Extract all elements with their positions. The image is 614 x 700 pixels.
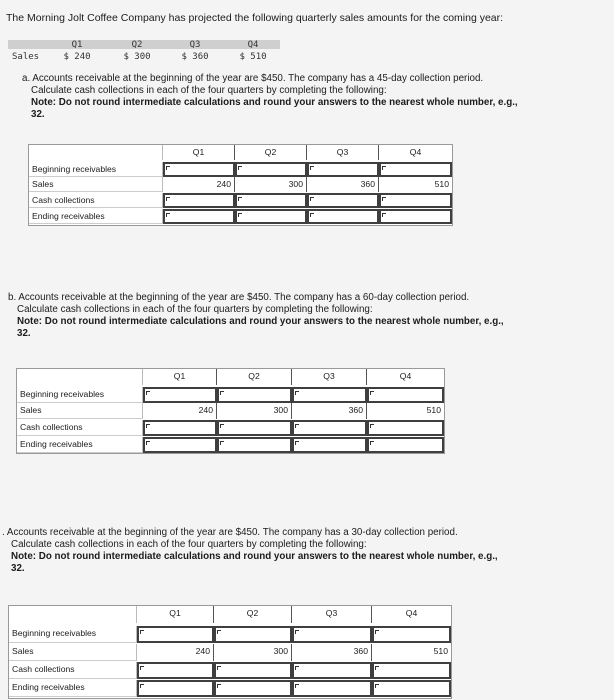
part-b-lead: b. Accounts receivable at the beginning of the year are $450. The company has a 60-day collection period.: [8, 292, 470, 303]
cell-corner-mark-icon: [220, 424, 224, 428]
part-b-line2: Calculate cash collections in each of the four quarters by completing the following:: [17, 304, 373, 315]
part-b-instructions: [8, 292, 504, 340]
part-c-table: [8, 605, 452, 699]
cell-corner-mark-icon: [310, 166, 314, 170]
table-row: [9, 644, 451, 661]
cell-corner-mark-icon: [310, 197, 314, 201]
beginning-receivables-q4-input[interactable]: [379, 162, 452, 177]
table-row: [9, 626, 451, 643]
part-a-lead: a. Accounts receivable at the beginning of the year are $450. The company has a 45-day collection period.: [22, 73, 484, 84]
cell-corner-mark-icon: [217, 666, 221, 670]
sales-q3-value: 360: [292, 403, 367, 419]
header-q1: Q1: [143, 369, 217, 385]
cell-corner-mark-icon: [166, 197, 170, 201]
cell-corner-mark-icon: [375, 630, 379, 634]
row-label-sales: Sales: [29, 177, 163, 192]
beginning-receivables-q4-input[interactable]: [367, 387, 444, 403]
row-label-cash-collections: Cash collections: [29, 193, 163, 208]
cell-corner-mark-icon: [295, 391, 299, 395]
sales-q2-value: 300: [214, 644, 292, 661]
part-a-note: Note: Do not round intermediate calculations and round your answers to the nearest whole number, e.g.,: [31, 97, 518, 108]
cash-collections-q3-input[interactable]: [307, 193, 379, 208]
part-a-line2: Calculate cash collections in each of the four quarters by completing the following:: [31, 85, 387, 96]
header-q4: Q4: [405, 608, 418, 618]
table-row: [9, 680, 451, 697]
cell-corner-mark-icon: [220, 441, 224, 445]
cell-corner-mark-icon: [295, 630, 299, 634]
cash-collections-q3-input[interactable]: [292, 662, 372, 679]
table-header-row: [17, 369, 444, 385]
ending-receivables-q1-input[interactable]: [163, 209, 235, 224]
header-q3: Q3: [292, 369, 367, 385]
cell-corner-mark-icon: [166, 213, 170, 217]
table-row: [29, 162, 452, 177]
cash-collections-q4-input[interactable]: [367, 420, 444, 436]
cell-corner-mark-icon: [370, 424, 374, 428]
row-label-sales: Sales: [9, 644, 137, 661]
header-q2: Q2: [217, 369, 292, 385]
table-header-row: [29, 145, 452, 160]
header-q1: Q1: [137, 606, 214, 623]
table-corner: [29, 145, 163, 160]
beginning-receivables-q4-input[interactable]: [372, 626, 451, 643]
cell-corner-mark-icon: [140, 630, 144, 634]
row-label-ending-receivables: Ending receivables: [29, 209, 163, 224]
strip-quarter-4: Q4: [247, 40, 259, 50]
ending-receivables-q4-input[interactable]: [379, 209, 452, 224]
table-corner: [17, 369, 143, 385]
sales-q4-value: 510: [434, 179, 449, 189]
cell-corner-mark-icon: [382, 166, 386, 170]
header-q3: Q3: [292, 606, 372, 623]
cell-corner-mark-icon: [370, 391, 374, 395]
cash-collections-q4-input[interactable]: [372, 662, 451, 679]
ending-receivables-q3-input[interactable]: [292, 437, 367, 453]
beginning-receivables-q3-input[interactable]: [292, 387, 367, 403]
strip-quarter-1: Q1: [71, 40, 83, 50]
cell-corner-mark-icon: [217, 630, 221, 634]
cell-corner-mark-icon: [295, 684, 299, 688]
part-a-note-example: 32.: [31, 109, 45, 120]
cell-corner-mark-icon: [370, 441, 374, 445]
cell-corner-mark-icon: [166, 166, 170, 170]
row-label-cash-collections: Cash collections: [9, 662, 137, 679]
cell-corner-mark-icon: [140, 684, 144, 688]
header-q1: Q1: [163, 145, 235, 160]
header-q2: Q2: [235, 145, 307, 160]
sales-q4-value: 510: [433, 646, 448, 656]
table-row: [17, 420, 444, 436]
part-b-note: Note: Do not round intermediate calculations and round your answers to the nearest whole number, e.g.,: [17, 316, 504, 327]
ending-receivables-q2-input[interactable]: [217, 437, 292, 453]
part-a-instructions: [22, 73, 518, 121]
ending-receivables-q2-input[interactable]: [214, 680, 292, 697]
part-c-line2: Calculate cash collections in each of the four quarters by completing the following:: [11, 539, 367, 550]
cell-corner-mark-icon: [220, 391, 224, 395]
cash-collections-q1-input[interactable]: [163, 193, 235, 208]
row-label-sales: Sales: [17, 403, 143, 419]
cell-corner-mark-icon: [238, 166, 242, 170]
sales-q1-value: 240: [143, 403, 217, 419]
cell-corner-mark-icon: [295, 424, 299, 428]
sales-q1-value: 240: [163, 177, 235, 192]
part-c-instructions: [2, 527, 498, 575]
strip-sales-label: Sales: [12, 52, 40, 62]
part-c-lead: . Accounts receivable at the beginning of the year are $450. The company has a 30-day collection period.: [2, 527, 458, 538]
cash-collections-q1-input[interactable]: [137, 662, 214, 679]
cell-corner-mark-icon: [375, 684, 379, 688]
sales-q4-value: 510: [426, 405, 441, 415]
cash-collections-q1-input[interactable]: [143, 420, 217, 436]
cell-corner-mark-icon: [382, 213, 386, 217]
sales-q3-value: 360: [292, 644, 372, 661]
cash-collections-q2-input[interactable]: [214, 662, 292, 679]
table-corner: [9, 606, 137, 623]
row-label-ending-receivables: Ending receivables: [17, 437, 143, 453]
row-label-ending-receivables: Ending receivables: [9, 680, 137, 697]
cash-collections-q2-input[interactable]: [217, 420, 292, 436]
beginning-receivables-q2-input[interactable]: [217, 387, 292, 403]
table-row: [17, 387, 444, 403]
ending-receivables-q3-input[interactable]: [307, 209, 379, 224]
header-q4: Q4: [399, 371, 412, 381]
beginning-receivables-q3-input[interactable]: [292, 626, 372, 643]
ending-receivables-q3-input[interactable]: [292, 680, 372, 697]
cell-corner-mark-icon: [146, 441, 150, 445]
header-q3: Q3: [307, 145, 379, 160]
table-header-row: [9, 606, 451, 623]
ending-receivables-q1-input[interactable]: [143, 437, 217, 453]
cell-corner-mark-icon: [146, 424, 150, 428]
sales-q3-value: 360: [307, 177, 379, 192]
beginning-receivables-q2-input[interactable]: [235, 162, 307, 177]
ending-receivables-q2-input[interactable]: [235, 209, 307, 224]
sales-q1-value: 240: [137, 644, 214, 661]
cell-corner-mark-icon: [217, 684, 221, 688]
cash-collections-q4-input[interactable]: [379, 193, 452, 208]
table-row: [29, 193, 452, 208]
part-b-note-example: 32.: [17, 328, 31, 339]
beginning-receivables-q1-input[interactable]: [163, 162, 235, 177]
cell-corner-mark-icon: [375, 666, 379, 670]
strip-quarter-2: Q2: [131, 40, 143, 50]
beginning-receivables-q2-input[interactable]: [214, 626, 292, 643]
part-c-note-example: 32.: [11, 563, 25, 574]
cell-corner-mark-icon: [382, 197, 386, 201]
beginning-receivables-q3-input[interactable]: [307, 162, 379, 177]
part-a-table: [28, 144, 453, 226]
ending-receivables-q4-input[interactable]: [367, 437, 444, 453]
table-row: [9, 662, 451, 679]
table-row: [17, 437, 444, 453]
table-row: [29, 177, 452, 192]
cell-corner-mark-icon: [295, 441, 299, 445]
row-label-beginning-receivables: Beginning receivables: [17, 387, 143, 403]
cell-corner-mark-icon: [238, 197, 242, 201]
strip-value-4: $ 510: [239, 52, 267, 62]
cell-corner-mark-icon: [140, 666, 144, 670]
strip-value-2: $ 300: [123, 52, 151, 62]
beginning-receivables-q1-input[interactable]: [143, 387, 217, 403]
sales-q2-value: 300: [217, 403, 292, 419]
sales-q2-value: 300: [235, 177, 307, 192]
cell-corner-mark-icon: [146, 391, 150, 395]
strip-quarter-3: Q3: [189, 40, 201, 50]
ending-receivables-q4-input[interactable]: [372, 680, 451, 697]
row-label-cash-collections: Cash collections: [17, 420, 143, 436]
part-c-note: Note: Do not round intermediate calculations and round your answers to the nearest whole number, e.g.,: [11, 551, 498, 562]
strip-value-3: $ 360: [181, 52, 209, 62]
part-b-table: [16, 368, 445, 454]
cell-corner-mark-icon: [238, 213, 242, 217]
intro-text: The Morning Jolt Coffee Company has projected the following quarterly sales amounts for the coming year:: [6, 12, 504, 24]
cell-corner-mark-icon: [295, 666, 299, 670]
table-row: [29, 209, 452, 224]
sales-strip: [8, 40, 280, 64]
beginning-receivables-q1-input[interactable]: [137, 626, 214, 643]
cell-corner-mark-icon: [310, 213, 314, 217]
row-label-beginning-receivables: Beginning receivables: [29, 162, 163, 177]
header-q4: Q4: [409, 147, 422, 157]
cash-collections-q2-input[interactable]: [235, 193, 307, 208]
ending-receivables-q1-input[interactable]: [137, 680, 214, 697]
row-label-beginning-receivables: Beginning receivables: [9, 626, 137, 643]
cash-collections-q3-input[interactable]: [292, 420, 367, 436]
table-row: [17, 403, 444, 419]
header-q2: Q2: [214, 606, 292, 623]
strip-value-1: $ 240: [63, 52, 91, 62]
